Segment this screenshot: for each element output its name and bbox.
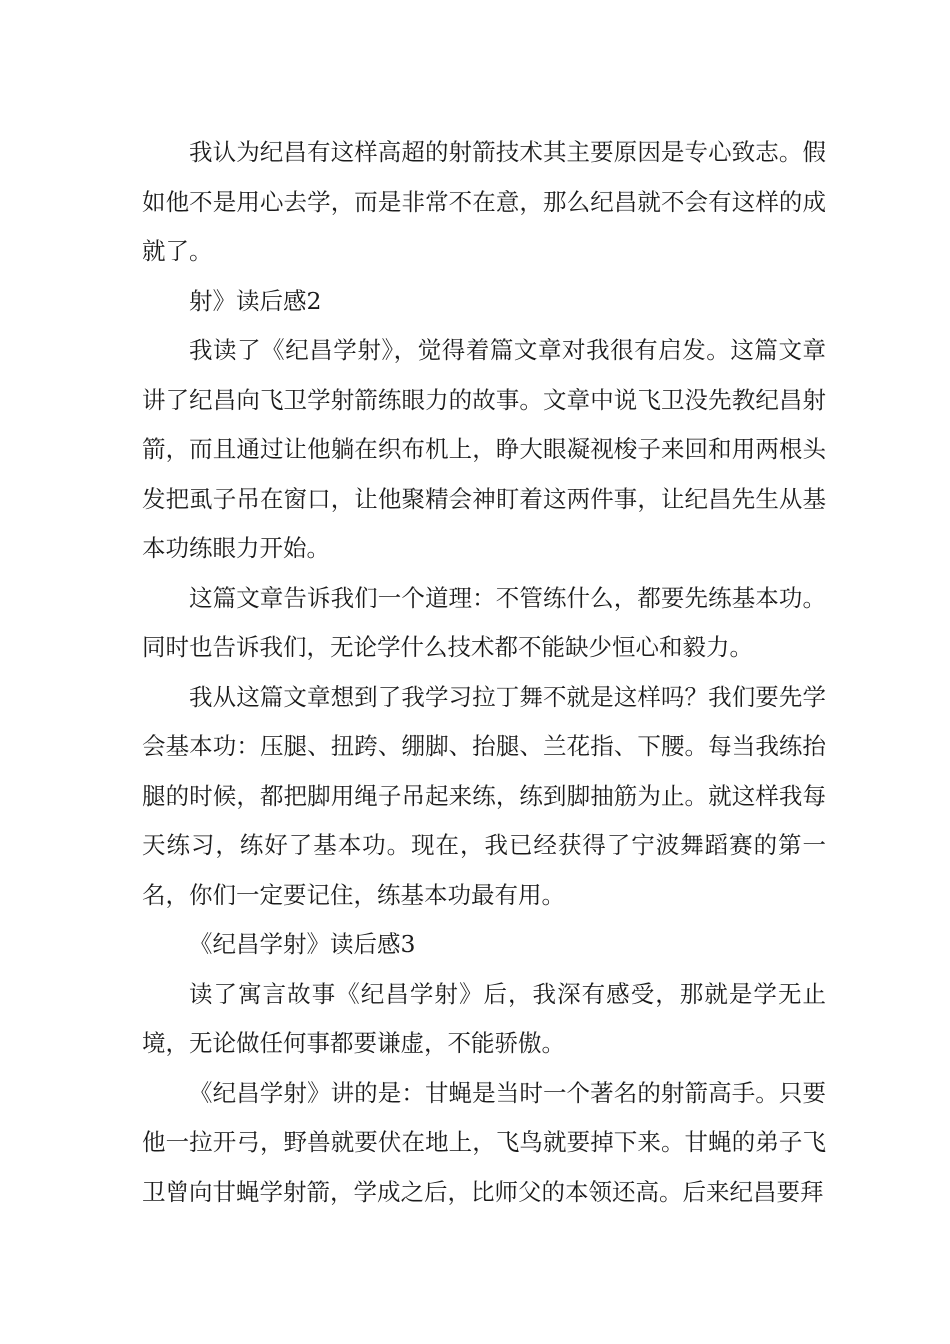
section-heading: 射》读后感2 (189, 286, 322, 315)
paragraph: 《纪昌学射》讲的是：甘蝇是当时一个著名的射箭高手。只要他一拉开弓，野兽就要伏在地上，飞鸟就要掉下来。甘蝇的弟子飞卫曾向甘蝇学射箭，学成之后，比师父的本领还高。后来纪昌要拜 (142, 1078, 826, 1206)
paragraph: 读了寓言故事《纪昌学射》后，我深有感受，那就是学无止境，无论做任何事都要谦虚，不能骄傲。 (142, 979, 826, 1057)
paragraph: 这篇文章告诉我们一个道理：不管练什么，都要先练基本功。同时也告诉我们，无论学什么技术都不能缺少恒心和毅力。 (142, 583, 826, 661)
section-heading: 《纪昌学射》读后感3 (189, 930, 416, 958)
paragraph: 我从这篇文章想到了我学习拉丁舞不就是这样吗？我们要先学会基本功：压腿、扭跨、绷脚、抬腿、兰花指、下腰。每当我练抬腿的时候，都把脚用绳子吊起来练，练到脚抽筋为止。就这样我每天练习，练好了基本功。现在，我已经获得了宁波舞蹈赛的第一名，你们一定要记住，练基本功最有用。 (142, 682, 826, 909)
document-body (142, 128, 826, 1217)
paragraph: 我认为纪昌有这样高超的射箭技术其主要原因是专心致志。假如他不是用心去学，而是非常不在意，那么纪昌就不会有这样的成就了。 (142, 138, 826, 265)
paragraph: 我读了《纪昌学射》，觉得着篇文章对我很有启发。这篇文章讲了纪昌向飞卫学射箭练眼力的故事。文章中说飞卫没先教纪昌射箭，而且通过让他躺在织布机上，睁大眼凝视梭子来回和用两根头发把虱子吊在窗口，让他聚精会神盯着这两件事，让纪昌先生从基本功练眼力开始。 (142, 336, 826, 562)
